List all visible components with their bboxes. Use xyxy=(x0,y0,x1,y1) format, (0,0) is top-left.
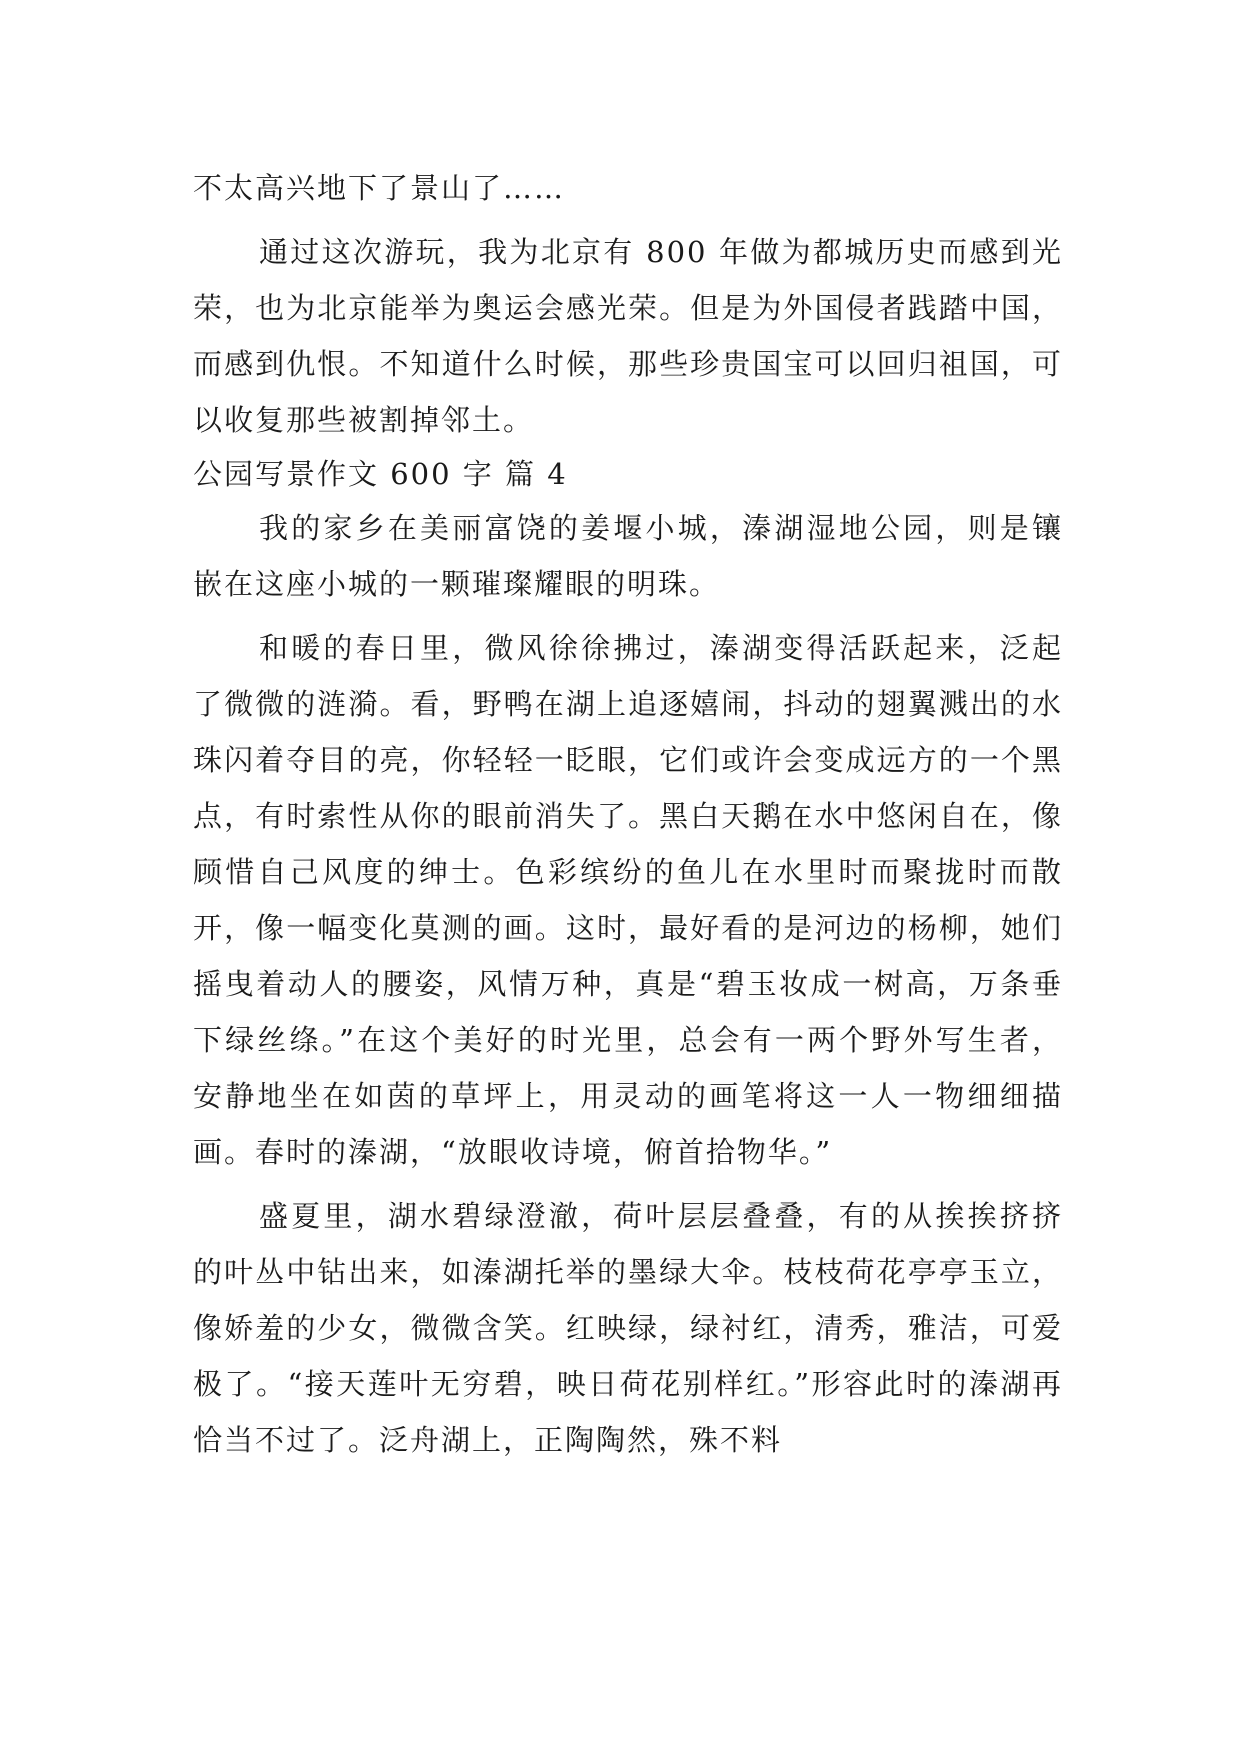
paragraph-travel-reflection: 通过这次游玩，我为北京有 800 年做为都城历史而感到光荣，也为北京能举为奥运会感光荣。但是为外国侵者践踏中国，而感到仇恨。不知道什么时候，那些珍贵国宝可以回归祖国，可以收复那些被割掉邻土。 xyxy=(193,235,1063,437)
paragraph-hometown-intro: 我的家乡在美丽富饶的姜堰小城，溱湖湿地公园，则是镶嵌在这座小城的一颗璀璨耀眼的明珠。 xyxy=(193,511,1063,601)
carryover-line: 不太高兴地下了景山了…… xyxy=(193,171,566,205)
document-body xyxy=(193,160,1063,1468)
paragraph-summer: 盛夏里，湖水碧绿澄澈，荷叶层层叠叠，有的从挨挨挤挤的叶丛中钻出来，如溱湖托举的墨绿大伞。枝枝荷花亭亭玉立，像娇羞的少女，微微含笑。红映绿，绿衬红，清秀，雅洁，可爱极了。“接天莲叶无穷碧，映日荷花别样红。”形容此时的溱湖再恰当不过了。泛舟湖上，正陶陶然，殊不料 xyxy=(193,1199,1063,1457)
paragraph-spring: 和暖的春日里，微风徐徐拂过，溱湖变得活跃起来，泛起了微微的涟漪。看，野鸭在湖上追逐嬉闹，抖动的翅翼溅出的水珠闪着夺目的亮，你轻轻一眨眼，它们或许会变成远方的一个黑点，有时索性从你的眼前消失了。黑白天鹅在水中悠闲自在，像顾惜自己风度的绅士。色彩缤纷的鱼儿在水里时而聚拢时而散开，像一幅变化莫测的画。这时，最好看的是河边的杨柳，她们摇曳着动人的腰姿，风情万种，真是“碧玉妆成一树高，万条垂下绿丝绦。”在这个美好的时光里，总会有一两个野外写生者，安静地坐在如茵的草坪上，用灵动的画笔将这一人一物细细描画。春时的溱湖，“放眼收诗境，俯首拾物华。” xyxy=(193,631,1063,1169)
section-heading: 公园写景作文 600 字 篇 4 xyxy=(193,457,568,491)
